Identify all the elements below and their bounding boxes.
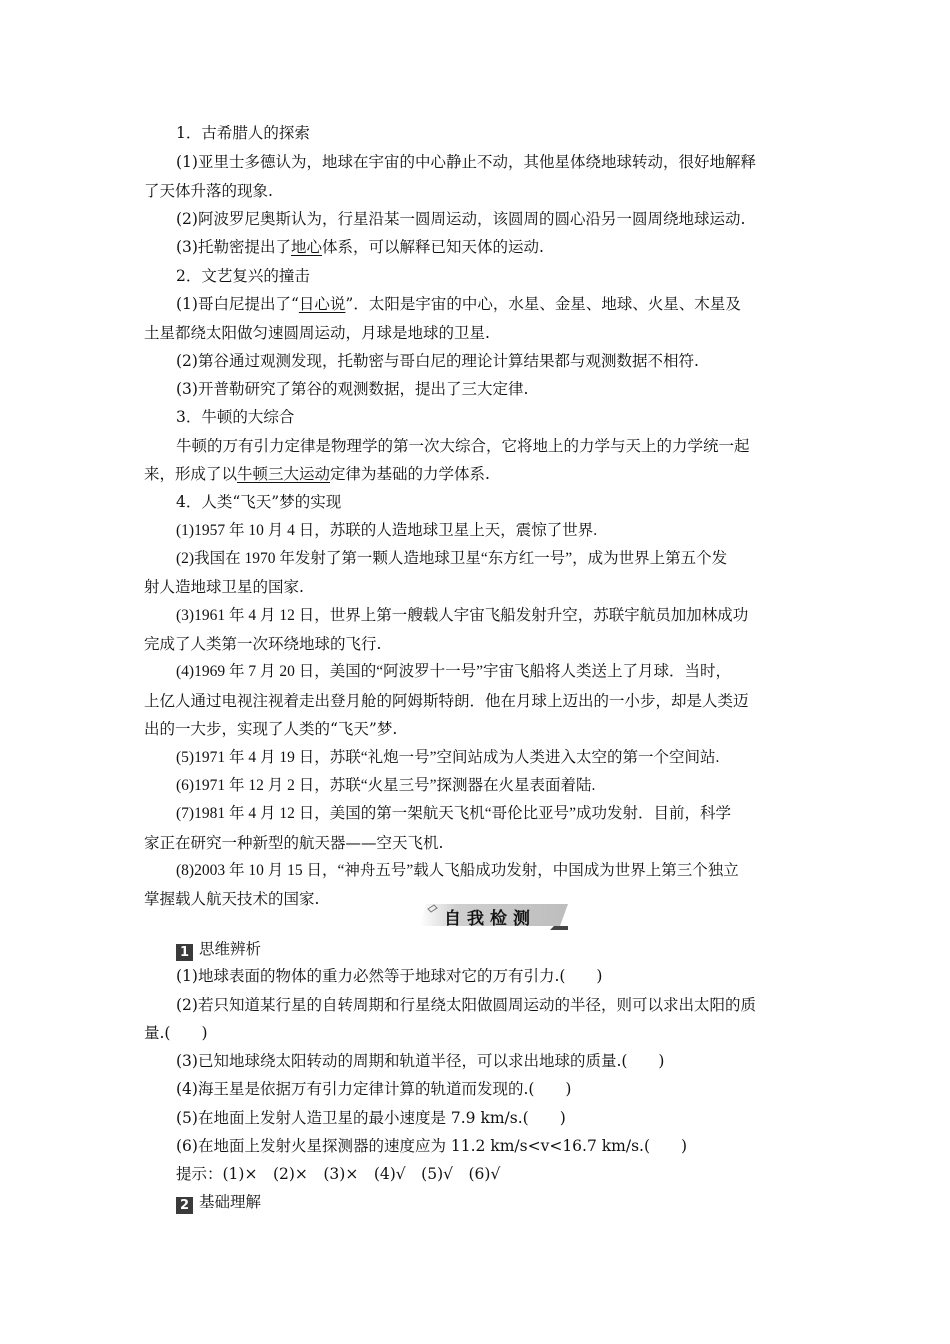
text: (1)哥白尼提出了“ [176, 295, 299, 313]
subsection-title: 基础理解 [199, 1193, 262, 1211]
paragraph [144, 464, 814, 484]
paragraph: 射人造地球卫星的国家. [144, 578, 304, 596]
paragraph: (3)1961 年 4 月 12 日，世界上第一艘载人宇宙飞船发射升空，苏联宇航员加加林成功 [176, 607, 749, 624]
text: 定律为基础的力学体系. [330, 465, 490, 483]
paragraph: (6)1971 年 12 月 2 日，苏联“火星三号”探测器在火星表面着陆. [176, 777, 596, 794]
section-3-title: 3．牛顿的大综合 [176, 408, 295, 426]
question: (3)已知地球绕太阳转动的周期和轨道半径，可以求出地球的质量.( ) [176, 1052, 665, 1070]
paragraph: (3)开普勒研究了第谷的观测数据，提出了三大定律. [176, 380, 529, 398]
paragraph: (2)我国在 1970 年发射了第一颗人造地球卫星“东方红一号”，成为世界上第五个发 [176, 550, 728, 567]
section-1-title: 1．古希腊人的探索 [176, 124, 310, 142]
subsection-title: 思维辨析 [199, 940, 262, 958]
question: (5)在地面上发射人造卫星的最小速度是 7.9 km/s.( ) [176, 1109, 566, 1127]
question: (1)地球表面的物体的重力必然等于地球对它的万有引力.( ) [176, 967, 603, 985]
paragraph [176, 294, 846, 314]
answer-hint: 提示：(1)× (2)× (3)× (4)√ (5)√ (6)√ [176, 1165, 501, 1183]
paragraph: (2)第谷通过观测发现，托勒密与哥白尼的理论计算结果都与观测数据不相符. [176, 352, 699, 370]
section-2-title: 2．文艺复兴的撞击 [176, 267, 310, 285]
underlined-term: 牛顿三大运动 [237, 465, 331, 483]
paragraph: (1)1957 年 10 月 4 日，苏联的人造地球卫星上天，震惊了世界. [176, 522, 598, 539]
number-badge: 2 [176, 1197, 193, 1214]
question: (6)在地面上发射火星探测器的速度应为 11.2 km/s<v<16.7 km/s.( ) [176, 1137, 688, 1155]
text: 来，形成了以 [144, 465, 238, 483]
paragraph: (5)1971 年 4 月 19 日，苏联“礼炮一号”空间站成为人类进入太空的第一个空间站. [176, 749, 720, 766]
question: (2)若只知道某行星的自转周期和行星绕太阳做圆周运动的半径，则可以求出太阳的质 [176, 996, 756, 1014]
question: 量.( ) [144, 1024, 208, 1042]
paragraph: (8)2003 年 10 月 15 日，“神舟五号”载人飞船成功发射，中国成为世界上第三个独立 [176, 862, 739, 879]
section-banner [420, 900, 570, 930]
paragraph: 完成了人类第一次环绕地球的飞行. [144, 635, 382, 653]
section-4-title: 4．人类“飞天”梦的实现 [176, 493, 342, 511]
paragraph: 上亿人通过电视注视着走出登月舱的阿姆斯特朗．他在月球上迈出的一小步，却是人类迈 [144, 692, 749, 710]
paragraph: 家正在研究一种新型的航天器——空天飞机. [144, 834, 444, 852]
paragraph: 牛顿的万有引力定律是物理学的第一次大综合，它将地上的力学与天上的力学统一起 [176, 437, 750, 455]
paragraph: 了天体升落的现象. [144, 182, 273, 200]
text: ”．太阳是宇宙的中心，水星、金星、地球、火星、木星及 [345, 295, 741, 313]
paragraph: (2)阿波罗尼奥斯认为，行星沿某一圆周运动，该圆周的圆心沿另一圆周绕地球运动. [176, 210, 746, 228]
text: (3)托勒密提出了 [176, 238, 291, 256]
number-badge: 1 [176, 944, 193, 961]
paragraph: (4)1969 年 7 月 20 日，美国的“阿波罗十一号”宇宙飞船将人类送上了月球．当时， [176, 663, 731, 680]
subsection-thinking [176, 939, 261, 961]
paragraph: 掌握载人航天技术的国家. [144, 890, 320, 908]
underlined-term: 日心说 [298, 295, 346, 313]
paragraph: 土星都绕太阳做匀速圆周运动，月球是地球的卫星. [144, 324, 490, 342]
paragraph: 出的一大步，实现了人类的“飞天”梦. [144, 720, 398, 738]
paragraph: (1)亚里士多德认为，地球在宇宙的中心静止不动，其他星体绕地球转动，很好地解释 [176, 153, 756, 171]
underlined-term: 地心 [290, 238, 322, 256]
text: 体系，可以解释已知天体的运动. [321, 238, 544, 256]
paragraph: (7)1981 年 4 月 12 日，美国的第一架航天飞机“哥伦比亚号”成功发射．目前，科学 [176, 805, 731, 822]
question: (4)海王星是依据万有引力定律计算的轨道而发现的.( ) [176, 1080, 572, 1098]
subsection-basic [176, 1192, 261, 1214]
paragraph [176, 237, 846, 257]
banner-title: 自我检测 [444, 909, 536, 929]
